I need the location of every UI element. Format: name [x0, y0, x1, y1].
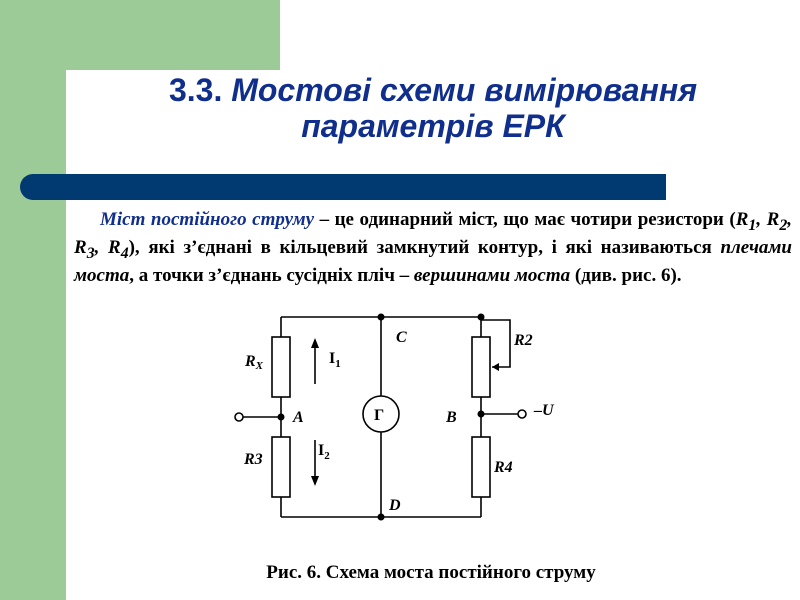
label-i2: $I_2$	[318, 442, 330, 462]
var-r1: R	[735, 209, 749, 230]
label-i1: $I_1$	[329, 350, 341, 370]
title-line-2: параметрів ЕРК	[301, 108, 565, 144]
r2-tap-arrow	[492, 363, 499, 371]
sep-2: ,	[787, 209, 792, 230]
title-number: 3.3.	[168, 72, 223, 108]
node-b-dot	[478, 411, 485, 418]
arrow-i2-head	[311, 476, 319, 486]
node-a-dot	[278, 414, 285, 421]
terminal-left	[235, 413, 243, 421]
node-d-dot	[378, 514, 385, 521]
node-c-dot	[378, 314, 385, 321]
title-line-1: Мостові схеми вимірювання	[231, 72, 698, 108]
sep-3: ,	[94, 236, 108, 258]
label-rx: RX	[245, 353, 264, 372]
label-r4: R4	[494, 459, 513, 476]
var-r3: R	[74, 236, 87, 258]
paragraph-text-4: (див. рис. 6).	[570, 264, 682, 286]
arrow-i1-head	[311, 338, 319, 348]
term-bridge-arms: плечами моста	[74, 236, 792, 286]
resistor-rx	[272, 337, 290, 397]
var-r4: R	[108, 236, 121, 258]
label-galvanometer: Г	[374, 407, 385, 424]
label-node-c: C	[396, 329, 407, 346]
label-node-b: B	[446, 409, 457, 426]
var-r2-sub: 2	[779, 216, 788, 234]
label-node-a: A	[293, 409, 304, 426]
terminal-right	[518, 410, 526, 418]
resistor-r2	[472, 337, 490, 397]
var-r2: R	[766, 209, 780, 230]
resistor-r3	[272, 437, 290, 497]
label-voltage: –U	[534, 402, 554, 419]
paragraph-text-1: – це одинарний міст, що має чотири резистори (	[314, 209, 736, 230]
var-r3-sub: 3	[86, 244, 95, 262]
term-bridge-vertices: вершинами моста	[413, 264, 571, 286]
var-r1-sub: 1	[748, 216, 757, 234]
sep-1: ,	[756, 209, 767, 230]
node-top-right-dot	[478, 314, 485, 321]
label-r3: R3	[244, 451, 263, 468]
resistor-r4	[472, 437, 490, 497]
label-node-d: D	[389, 497, 401, 514]
var-r4-sub: 4	[120, 244, 129, 262]
figure-caption: Рис. 6. Схема моста постійного струму	[266, 562, 596, 583]
term-dc-bridge: Міст постійного струму	[100, 209, 315, 230]
label-r2: R2	[514, 332, 533, 349]
paragraph-text-3: , а точки з’єднань сусідніх пліч –	[129, 264, 414, 286]
paragraph-text-2: ), які з’єднані в кільцевий замкнутий контур, і які називаються	[128, 236, 721, 258]
